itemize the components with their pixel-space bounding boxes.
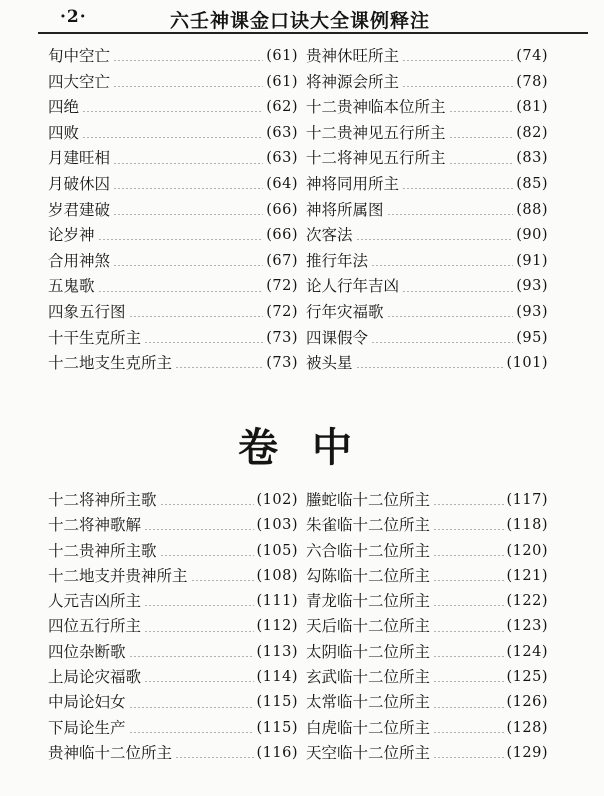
dot-leader xyxy=(144,681,253,682)
toc-entry xyxy=(306,121,548,147)
toc-entry xyxy=(306,198,548,224)
toc-entry xyxy=(306,351,548,377)
toc-entry-page: (129) xyxy=(506,744,548,761)
toc-entry-page: (85) xyxy=(516,175,548,192)
toc-entry-title: 十二地支并贵神所主 xyxy=(48,566,188,585)
toc-entry-title: 五鬼歌 xyxy=(48,277,95,296)
toc-entry xyxy=(306,614,548,639)
toc-entry-page: (72) xyxy=(266,303,298,320)
toc-entry xyxy=(48,564,298,589)
page-header xyxy=(38,6,588,34)
toc-entry-page: (67) xyxy=(266,252,298,269)
toc-entry-page: (78) xyxy=(516,73,548,90)
toc-entry-title: 十二贵神临本位所主 xyxy=(306,98,446,117)
toc-entry-title: 十二将神所主歌 xyxy=(48,491,157,509)
dot-leader xyxy=(356,239,514,240)
toc-entry-title: 天空临十二位所主 xyxy=(306,743,431,762)
page-number: ·2· xyxy=(60,7,87,27)
toc-entry-title: 上局论灾福歌 xyxy=(48,668,142,687)
toc-entry xyxy=(48,513,298,538)
dot-leader xyxy=(113,60,263,61)
toc-entry xyxy=(306,716,548,741)
toc-entry-page: (122) xyxy=(506,593,548,610)
toc-entry xyxy=(48,70,298,96)
toc-entry xyxy=(306,95,548,121)
dot-leader xyxy=(402,60,513,61)
dot-leader xyxy=(144,529,253,530)
dot-leader xyxy=(387,214,514,215)
toc-entry-page: (121) xyxy=(506,567,548,584)
toc-entry-page: (101) xyxy=(506,355,548,372)
dot-leader xyxy=(113,86,263,87)
dot-leader xyxy=(402,291,513,292)
toc-entry-page: (81) xyxy=(516,99,548,116)
toc-entry xyxy=(306,300,548,326)
dot-leader xyxy=(129,707,254,708)
volume-title: 卷中 xyxy=(238,424,386,471)
toc-entry-title: 青龙临十二位所主 xyxy=(306,592,431,611)
toc-entry xyxy=(306,589,548,614)
dot-leader xyxy=(113,188,263,189)
dot-leader xyxy=(82,137,263,138)
toc-entry-page: (124) xyxy=(506,643,548,660)
toc-entry-title: 十二将神歌解 xyxy=(48,516,142,535)
toc-entry-page: (120) xyxy=(506,542,548,559)
toc-entry xyxy=(306,539,548,564)
toc-entry-title: 四课假令 xyxy=(306,328,369,347)
toc-entry-title: 玄武临十二位所主 xyxy=(306,668,431,687)
toc-entry-page: (115) xyxy=(256,719,298,736)
toc-entry xyxy=(306,146,548,172)
toc-entry-page: (83) xyxy=(516,150,548,167)
toc-entry xyxy=(306,640,548,665)
toc-entry xyxy=(48,300,298,326)
toc-column-right xyxy=(306,488,548,766)
toc-entry-page: (114) xyxy=(256,669,298,686)
toc-entry-title: 十干生克所主 xyxy=(48,328,142,347)
toc-entry xyxy=(48,172,298,198)
toc-entry-title: 次客法 xyxy=(306,226,353,245)
toc-entry-page: (112) xyxy=(256,618,298,635)
dot-leader xyxy=(433,605,503,606)
toc-entry xyxy=(306,665,548,690)
toc-entry-page: (113) xyxy=(256,643,298,660)
toc-entry-page: (103) xyxy=(256,517,298,534)
toc-entry xyxy=(306,172,548,198)
toc-entry-page: (95) xyxy=(516,329,548,346)
toc-entry-page: (72) xyxy=(266,278,298,295)
toc-entry-title: 白虎临十二位所主 xyxy=(306,718,431,737)
dot-leader xyxy=(449,163,514,164)
toc-entry-title: 论人行年吉凶 xyxy=(306,277,400,296)
toc-entry xyxy=(48,614,298,639)
toc-entry-title: 太常临十二位所主 xyxy=(306,693,431,712)
toc-entry-title: 论岁神 xyxy=(48,226,95,245)
dot-leader xyxy=(113,214,263,215)
toc-entry-page: (82) xyxy=(516,124,548,141)
toc-entry xyxy=(48,146,298,172)
toc-entry-page: (105) xyxy=(256,542,298,559)
toc-entry xyxy=(306,249,548,275)
toc-entry-title: 人元吉凶所主 xyxy=(48,592,142,611)
toc-entry-page: (117) xyxy=(506,492,548,508)
toc-column-right xyxy=(306,44,548,377)
toc-entry-page: (126) xyxy=(506,694,548,711)
toc-entry-title: 月建旺相 xyxy=(48,149,111,168)
toc-entry-title: 四位杂断歌 xyxy=(48,642,126,661)
toc-entry xyxy=(48,640,298,665)
toc-column-left xyxy=(48,44,298,377)
dot-leader xyxy=(433,757,503,758)
dot-leader xyxy=(433,656,503,657)
toc-entry-title: 合用神煞 xyxy=(48,251,111,270)
dot-leader xyxy=(433,631,503,632)
toc-entry-page: (115) xyxy=(256,694,298,711)
toc-entry-page: (64) xyxy=(266,175,298,192)
toc-column-left xyxy=(48,488,298,766)
toc-entry-title: 月破休囚 xyxy=(48,174,111,193)
toc-entry-title: 中局论妇女 xyxy=(48,693,126,712)
toc-entry xyxy=(306,513,548,538)
toc-entry-title: 旬中空亡 xyxy=(48,47,111,65)
toc-entry-title: 六合临十二位所主 xyxy=(306,541,431,560)
dot-leader xyxy=(144,342,263,343)
toc-entry xyxy=(306,741,548,766)
dot-leader xyxy=(449,111,514,112)
toc-entry-title: 四大空亡 xyxy=(48,72,111,91)
toc-entry-page: (88) xyxy=(516,201,548,218)
toc-entry-title: 十二将神见五行所主 xyxy=(306,149,446,168)
toc-entry xyxy=(48,249,298,275)
toc-entry-page: (116) xyxy=(256,744,298,761)
toc-entry-title: 被头星 xyxy=(306,354,353,373)
toc-entry-title: 四位五行所主 xyxy=(48,617,142,636)
toc-entry xyxy=(306,690,548,715)
dot-leader xyxy=(98,291,264,292)
dot-leader xyxy=(191,580,254,581)
toc-entry-page: (74) xyxy=(516,48,548,64)
dot-leader xyxy=(113,163,263,164)
toc-entry-page: (90) xyxy=(516,227,548,244)
toc-entry xyxy=(48,44,298,70)
dot-leader xyxy=(371,265,513,266)
dot-leader xyxy=(449,137,514,138)
dot-leader xyxy=(144,631,253,632)
toc-entry-page: (63) xyxy=(266,124,298,141)
dot-leader xyxy=(160,555,254,556)
toc-entry-title: 四绝 xyxy=(48,98,80,117)
dot-leader xyxy=(433,504,503,505)
toc-entry-page: (102) xyxy=(256,492,298,508)
toc-entry-title: 天后临十二位所主 xyxy=(306,617,431,636)
toc-entry xyxy=(48,741,298,766)
toc-entry-title: 十二贵神见五行所主 xyxy=(306,123,446,142)
toc-entry xyxy=(48,539,298,564)
toc-entry-page: (123) xyxy=(506,618,548,635)
toc-entry-title: 神将同用所主 xyxy=(306,174,400,193)
toc-entry xyxy=(48,223,298,249)
toc-entry-title: 朱雀临十二位所主 xyxy=(306,516,431,535)
toc-entry-page: (93) xyxy=(516,303,548,320)
toc-entry-page: (61) xyxy=(266,73,298,90)
toc-entry-page: (63) xyxy=(266,150,298,167)
dot-leader xyxy=(433,707,503,708)
toc-entry-page: (125) xyxy=(506,669,548,686)
toc-entry xyxy=(48,121,298,147)
dot-leader xyxy=(113,265,263,266)
toc-entry xyxy=(48,690,298,715)
toc-entry-title: 行年灾福歌 xyxy=(306,302,384,321)
toc-entry-page: (73) xyxy=(266,329,298,346)
dot-leader xyxy=(371,342,513,343)
dot-leader xyxy=(433,732,503,733)
dot-leader xyxy=(356,367,504,368)
toc-entry-title: 太阴临十二位所主 xyxy=(306,642,431,661)
toc-entry-page: (118) xyxy=(506,517,548,534)
toc-entry-page: (128) xyxy=(506,719,548,736)
dot-leader xyxy=(387,316,514,317)
book-title: 六壬神课金口诀大全课例释注 xyxy=(170,10,431,32)
toc-entry-page: (93) xyxy=(516,278,548,295)
toc-entry-title: 十二贵神所主歌 xyxy=(48,541,157,560)
toc-entry-title: 四败 xyxy=(48,123,80,142)
toc-entry xyxy=(306,488,548,513)
toc-entry-title: 岁君建破 xyxy=(48,200,111,219)
dot-leader xyxy=(175,367,263,368)
dot-leader xyxy=(98,239,264,240)
dot-leader xyxy=(82,111,263,112)
toc-entry-page: (73) xyxy=(266,355,298,372)
dot-leader xyxy=(433,529,503,530)
toc-entry-title: 将神源会所主 xyxy=(306,72,400,91)
toc-entry-page: (91) xyxy=(516,252,548,269)
toc-entry-page: (108) xyxy=(256,567,298,584)
toc-entry xyxy=(306,274,548,300)
toc-entry xyxy=(48,716,298,741)
toc-entry xyxy=(48,274,298,300)
toc-entry-title: 神将所属图 xyxy=(306,200,384,219)
toc-entry xyxy=(48,198,298,224)
dot-leader xyxy=(129,316,264,317)
toc-entry xyxy=(306,223,548,249)
toc-entry-title: 贵神休旺所主 xyxy=(306,47,400,65)
toc-entry-page: (111) xyxy=(256,593,298,610)
toc-entry xyxy=(48,488,298,513)
toc-entry xyxy=(306,44,548,70)
toc-entry xyxy=(306,326,548,352)
dot-leader xyxy=(160,504,254,505)
dot-leader xyxy=(129,732,254,733)
dot-leader xyxy=(433,555,503,556)
dot-leader xyxy=(175,757,253,758)
toc-entry-page: (66) xyxy=(266,227,298,244)
dot-leader xyxy=(402,188,513,189)
toc-entry xyxy=(48,95,298,121)
toc-entry-page: (62) xyxy=(266,99,298,116)
toc-entry-title: 勾陈临十二位所主 xyxy=(306,566,431,585)
dot-leader xyxy=(433,580,503,581)
toc-entry-page: (66) xyxy=(266,201,298,218)
toc-entry-title: 螣蛇临十二位所主 xyxy=(306,491,431,509)
toc-entry-title: 下局论生产 xyxy=(48,718,126,737)
dot-leader xyxy=(129,656,254,657)
toc-entry-title: 十二地支生克所主 xyxy=(48,354,173,373)
toc-entry xyxy=(48,589,298,614)
toc-entry-page: (61) xyxy=(266,48,298,64)
toc-entry xyxy=(306,564,548,589)
toc-entry xyxy=(48,351,298,377)
toc-entry xyxy=(48,326,298,352)
toc-entry-title: 贵神临十二位所主 xyxy=(48,743,173,762)
dot-leader xyxy=(402,86,513,87)
toc-entry xyxy=(306,70,548,96)
dot-leader xyxy=(433,681,503,682)
toc-entry-title: 推行年法 xyxy=(306,251,369,270)
dot-leader xyxy=(144,605,253,606)
toc-entry xyxy=(48,665,298,690)
toc-entry-title: 四象五行图 xyxy=(48,302,126,321)
